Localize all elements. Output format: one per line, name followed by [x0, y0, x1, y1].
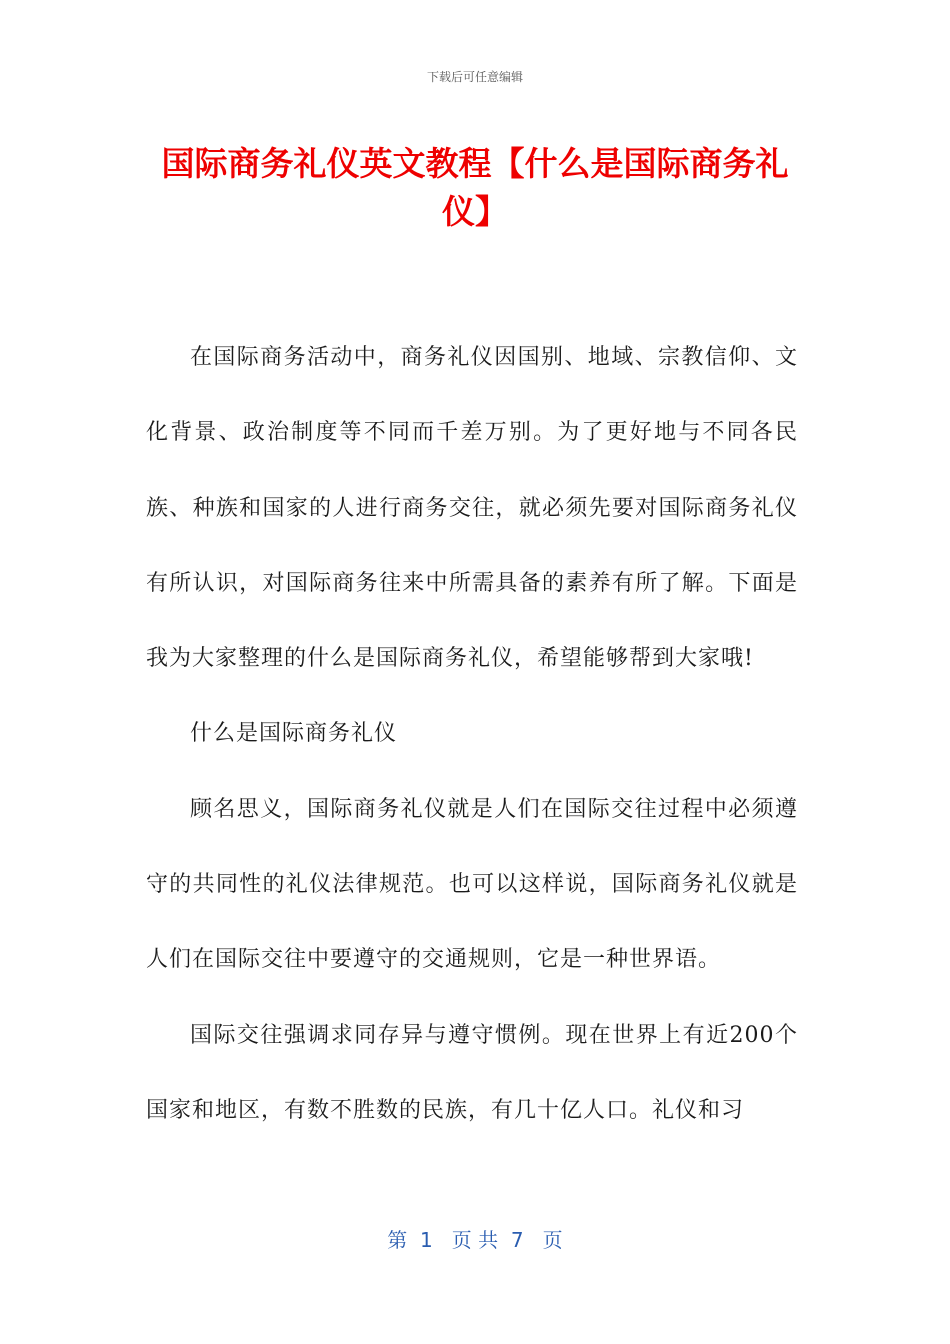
- paragraph-principles: 国际交往强调求同存异与遵守惯例。现在世界上有近200个国家和地区，有数不胜数的民族，有几十亿人口。礼仪和习: [146, 1022, 798, 1123]
- paragraph-intro: 在国际商务活动中，商务礼仪因国别、地域、宗教信仰、文化背景、政治制度等不同而千差万别。为了更好地与不同各民族、种族和国家的人进行商务交往，就必须先要对国际商务礼仪有所认识，对国际商务往来中所需具备的素养有所了解。下面是我为大家整理的什么是国际商务礼仪，希望能够帮到大家哦!: [146, 345, 798, 672]
- header-note: 下载后可任意编辑: [426, 70, 523, 84]
- document-body: [146, 320, 798, 1148]
- page-number-footer: 第 1 页 共 7 页: [387, 1228, 563, 1252]
- document-title: 国际商务礼仪英文教程【什么是国际商务礼仪】: [161, 144, 789, 231]
- section-heading: 什么是国际商务礼仪: [190, 721, 398, 747]
- paragraph-definition: 顾名思义，国际商务礼仪就是人们在国际交往过程中必须遵守的共同性的礼仪法律规范。也可以这样说，国际商务礼仪就是人们在国际交往中要遵守的交通规则，它是一种世界语。: [146, 796, 798, 973]
